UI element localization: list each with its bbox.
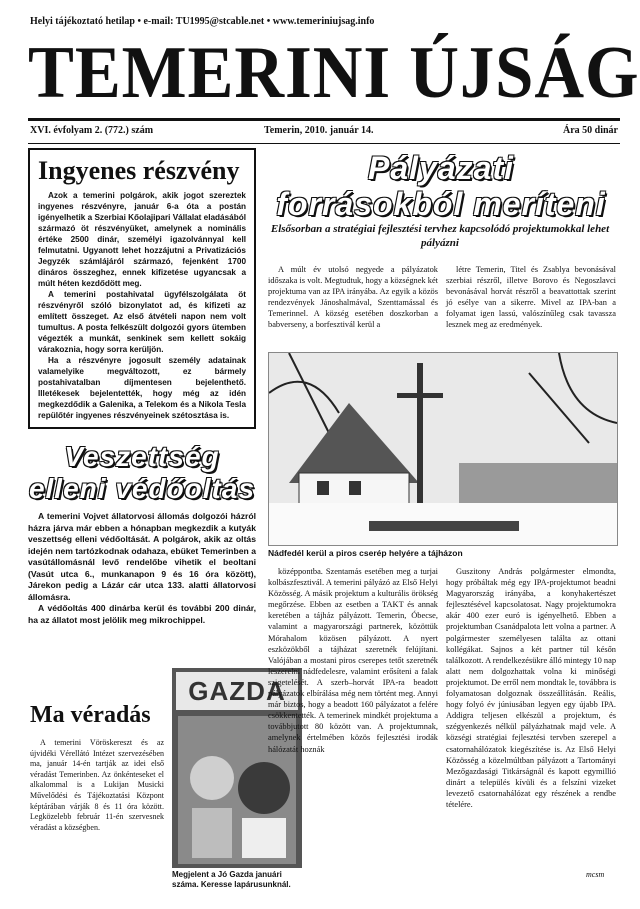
blood-donation-title: Ma véradás (30, 702, 151, 728)
main-subtitle: Elsősorban a stratégiai fejlesztési tervhez kapcsolódó projektumokkal lehet pályázni (270, 223, 610, 249)
vaccine-para: A védőoltás 400 dinárba kerül és további 200 dinár, ha az állatot most jelölik meg mikrochippel. (28, 603, 256, 625)
tajhaz-photo (268, 352, 618, 546)
vaccine-title-line1: Veszettség (64, 441, 220, 472)
tagline: Helyi tájékoztató hetilap • e-mail: TU1995@stcable.net • www.temeriniujsag.info (30, 16, 375, 27)
issue-bar (28, 118, 620, 144)
gazda-caption: Megjelent a Jó Gazda januári száma. Keresse lapárusunknál. (172, 870, 291, 889)
free-shares-para: Azok a temerini polgárok, akik jogot szereztek ingyenes részvényre, január 6-a óta a postán igényelhetik a Szerbiai Kőolajipari Vállalat eladásából származó öt részvényüket, amelynek a nominális értéke 2500 dinár, személyi igazolvánnyal kell felmutatni. Ugyanott lehet hozzájutni a Privatizációs Jegyzék számlájáról származó, fejenként 1700 dináros összeghez, ennek kifizetése ugyancsak a múlt héten kezdődött meg. (38, 191, 246, 288)
free-shares-title: Ingyenes részvény (38, 156, 240, 185)
tajhaz-photo-illustration (269, 353, 617, 545)
main-title-line1: Pályázati (368, 150, 514, 186)
free-shares-box (28, 148, 256, 429)
author-signature: mcsm (586, 870, 605, 879)
photo-caption: Nádfedél kerül a piros cserép helyére a tájházon (268, 548, 463, 558)
article-column-4: Guszitony András polgármester elmondta, hogy próbáltak még egy IPA-projektumot beadni Magyarország irányába, a konyhakertészet fejlesztésével kapcsolatosat. Nagy projektumokra akár 400 ezer euró is igényelhető. Ebben a projektumban Csanádpalota lett volna a partner. A polgármester személyesen találta az ottani kollégákat. Sajnos a két partner túl későn találkozott. A rendelkezésükre álló mintegy 10 nap alatt nem dolgozhattak volna ki minőségi projektumot. De erről nem mondtak le, továbbra is folyamatosan dolgoznak összeállításán. Reális, hogy folyó év júniusában legyen egy újabb IPA. Addigra teljesen elkészül a projektum, és szégyenkezés nélkül pályázhatnak majd vele. A községi stratégiai fejlesztési tervben szerepel a csatornahálózatok kiegészítése is. Az Első Helyi Közösség a közelmúltban pályázott a Tartományi Mezőgazdasági Titkárságnál és kapott egymillió dinárt a település kívüli és a felszíni vizeket levezető csatornahálózat egy részének a rendbe tételére. (446, 567, 617, 809)
free-shares-para: A temerini postahivatal ügyfélszolgálata öt részvényről szóló bizonylatot ad, és kifizeti az említett összeget. Az első átvételi napon nem volt tumultus. A posta felkészült dolgozói gyors ütemben végezték a munkát, senkinek sem kellett sokáig várakoznia, hogy sorra kerüljön. (38, 290, 246, 354)
vaccine-title-line2: elleni védőoltás (28, 473, 256, 504)
blood-donation-text: A temerini Vöröskereszt és az újvidéki Vérellátó Intézet szervezésében ma, január 14-én tartják az idei első véradást Temerinben. Az önkénteseket el alkalommal is a Lukijan Musicki Művelődési és Tájékoztatási Központ képtárában várják 8 és 11 óra között. Legközelebb február 11-én szervesnek véradást a községben. (30, 738, 164, 832)
free-shares-para: Ha a részvényre jogosult személy adatainak valamelyike megváltozott, ez bármely postahivatalban díjmentesen bejelenthető. Illetékesek bejelentették, hogy még az idén megkezdődik a Galenika, a Telekom és a Nikola Tesla repülőtér ingyenes részvényeinek szétosztása is. (38, 356, 246, 420)
masthead-title: TEMERINI ÚJSÁG (28, 32, 640, 114)
issue-price: Ára 50 dinár (563, 125, 618, 136)
vaccine-para: A temerini Vojvet állatorvosi állomás dolgozói házról házra járva már ebben a hónapban megkezdik a kutyák veszettség elleni védőoltását. A polgárok, akik az oltás idején nem tartózkodnak odahaza, ebüket Temerinben a vasútállomásnál levő rendelőbe vihetik el beoltani (Vasút utca 6., munkanapon 9 és 16 óra között), Járekon pedig a Lázár cár utca 133. alatti állatorvosi állomásra. (28, 511, 256, 602)
issue-date: Temerin, 2010. január 14. (264, 125, 374, 136)
left-column (28, 148, 256, 626)
vaccine-section (28, 441, 256, 626)
article-column-1: A múlt év utolsó negyede a pályázatok időszaka is volt. Megtudtuk, hogy a községnek két projektuma van az IPA irányába. Az egyik a közös rendezvények Jánoshalmával, Szenttamással és Temerinnel. A község esetében doszkorban a babverseny, a borfesztivál kerül a (268, 265, 438, 330)
main-headline (262, 150, 620, 222)
volume-number: XVI. évfolyam 2. (772.) szám (30, 125, 154, 136)
gazda-logo: GAZDA (188, 676, 286, 706)
main-title-line2: forrásokból meríteni (276, 186, 606, 222)
article-column-2: létre Temerin, Titel és Zsablya bevonásával szerbiai részről, illetve Borovo és Negoszlavci bevonásával horvát részről a beavattottak szerint jó esélye van a sikerre. Mivel az IPA-ban a folyamat igen lassú, valószínűleg csak tavassza lesznek meg az eredmények. (446, 265, 616, 330)
article-column-3: középpontba. Szentamás esetében meg a turjai kolbászfesztivál. A temerini pályázó az Első Helyi Közösség. A másik projektum a kulturális örökség megőrzése. Ebben az esetben a TAKT és annak keretében a tájház pályázott. Temerin, Óbecse, valamint a magyarországi partnerek, közöttük Mórahalom közösen pályázott. A nyert eszközökből a tájházat szeretnék felújítani. Valójában a mostani piros cserepes tetőt szeretnék leszerelni nádfedelesre, valamint erősíteni a falak szigetelését. A szerb–horvát IPA-ra beadott pályázatok elbírálása még nem történt meg. Annyi már biztos, hogy a beadott 160 pályázatot a felére csökkentették. A temerinek mindkét projektuma a továbbjutott 80 között van. A projektumnak, amelynek értelmében közös fejlesztési irodák hálózatát hoznák (268, 567, 438, 754)
